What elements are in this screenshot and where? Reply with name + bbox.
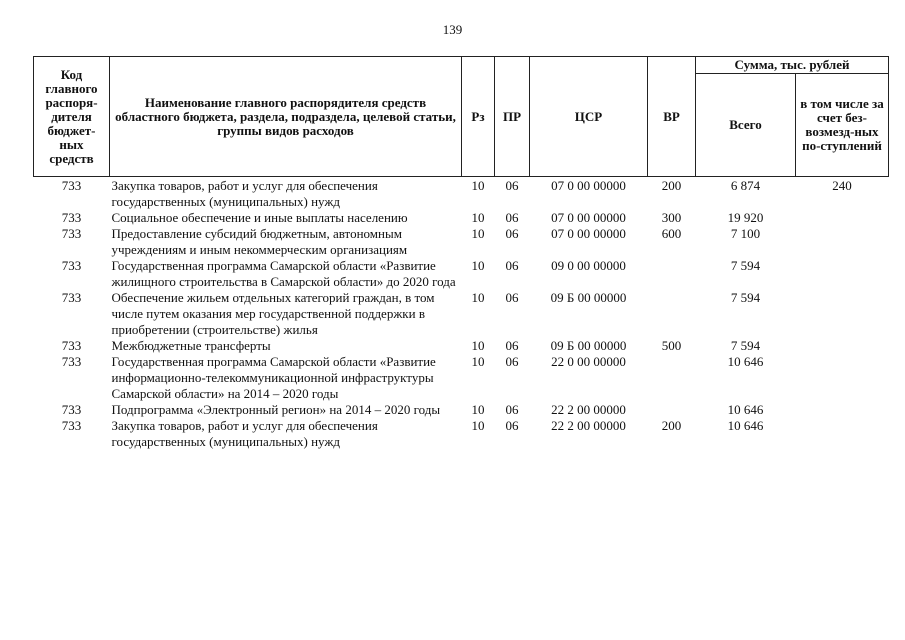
cell-free [796, 354, 889, 402]
cell-code: 733 [61, 258, 82, 273]
cell-name: Закупка товаров, работ и услуг для обеспечения государственных (муниципальных) нужд [111, 418, 378, 449]
table-header [34, 57, 889, 177]
cell-pr: 06 [505, 258, 519, 273]
cell-free [796, 258, 889, 290]
cell-vr: 200 [661, 418, 682, 433]
cell-vr [648, 290, 696, 338]
table-row [34, 226, 889, 258]
cell-csr: 07 0 00 00000 [551, 178, 626, 193]
cell-vr [648, 402, 696, 418]
cell-vr: 300 [661, 210, 682, 225]
cell-rz: 10 [471, 210, 485, 225]
header-total: Всего [696, 74, 796, 177]
cell-rz: 10 [471, 290, 485, 305]
cell-name: Предоставление субсидий бюджетным, автономным учреждениям и иным некоммерческим организациям [111, 226, 408, 257]
cell-free [796, 338, 889, 354]
header-csr: ЦСР [530, 57, 648, 177]
cell-pr: 06 [505, 290, 519, 305]
cell-free: 240 [832, 178, 852, 193]
cell-pr: 06 [505, 226, 519, 241]
cell-csr: 07 0 00 00000 [551, 210, 626, 225]
cell-name: Государственная программа Самарской области «Развитие жилищного строительства в Самарской области» до 2020 года [111, 258, 456, 289]
cell-vr [648, 354, 696, 402]
cell-name: Обеспечение жильем отдельных категорий граждан, в том числе путем оказания мер государственной поддержки в приобретении (строительстве) жилья [111, 290, 435, 337]
cell-csr: 22 2 00 00000 [551, 402, 626, 417]
cell-name: Межбюджетные трансферты [111, 338, 271, 353]
cell-total: 10 646 [727, 418, 764, 433]
cell-code: 733 [61, 338, 82, 353]
cell-code: 733 [61, 226, 82, 241]
cell-pr: 06 [505, 178, 519, 193]
table-row [34, 402, 889, 418]
cell-vr: 200 [661, 178, 682, 193]
cell-free [796, 226, 889, 258]
cell-code: 733 [61, 418, 82, 433]
cell-free [796, 210, 889, 226]
cell-total: 10 646 [727, 402, 764, 417]
cell-pr: 06 [505, 338, 519, 353]
cell-csr: 09 Б 00 00000 [550, 290, 627, 305]
cell-name: Подпрограмма «Электронный регион» на 2014 – 2020 годы [111, 402, 441, 417]
cell-total: 7 594 [730, 338, 761, 353]
cell-vr [648, 258, 696, 290]
cell-pr: 06 [505, 418, 519, 433]
cell-csr: 22 0 00 00000 [551, 354, 626, 369]
cell-rz: 10 [471, 226, 485, 241]
cell-total: 6 874 [730, 178, 761, 193]
table-row [34, 258, 889, 290]
table-row [34, 210, 889, 226]
table-body [34, 177, 889, 451]
cell-total: 10 646 [727, 354, 764, 369]
cell-name: Социальное обеспечение и иные выплаты населению [111, 210, 408, 225]
cell-free [796, 402, 889, 418]
cell-free [796, 290, 889, 338]
cell-code: 733 [61, 402, 82, 417]
cell-pr: 06 [505, 402, 519, 417]
header-sum: Сумма, тыс. рублей [696, 57, 889, 74]
cell-vr: 500 [661, 338, 682, 353]
cell-name: Закупка товаров, работ и услуг для обеспечения государственных (муниципальных) нужд [111, 178, 378, 209]
cell-code: 733 [61, 210, 82, 225]
table-row [34, 290, 889, 338]
cell-rz: 10 [471, 354, 485, 369]
cell-pr: 06 [505, 354, 519, 369]
page-number: 139 [442, 22, 463, 37]
budget-table [33, 56, 889, 450]
header-vr: ВР [648, 57, 696, 177]
cell-rz: 10 [471, 178, 485, 193]
cell-rz: 10 [471, 338, 485, 353]
cell-vr: 600 [661, 226, 682, 241]
cell-pr: 06 [505, 210, 519, 225]
cell-rz: 10 [471, 258, 485, 273]
table-row [34, 418, 889, 450]
cell-code: 733 [61, 354, 82, 369]
cell-code: 733 [61, 290, 82, 305]
header-free: в том числе за счет без-возмезд-ных по-ступлений [796, 74, 889, 177]
cell-total: 7 100 [730, 226, 761, 241]
header-pr: ПР [495, 57, 530, 177]
table-row [34, 338, 889, 354]
cell-free [796, 418, 889, 450]
cell-csr: 22 2 00 00000 [551, 418, 626, 433]
cell-csr: 09 0 00 00000 [551, 258, 626, 273]
cell-total: 19 920 [727, 210, 764, 225]
cell-csr: 09 Б 00 00000 [550, 338, 627, 353]
cell-csr: 07 0 00 00000 [551, 226, 626, 241]
table-row [34, 354, 889, 402]
cell-total: 7 594 [730, 290, 761, 305]
cell-name: Государственная программа Самарской области «Развитие информационно-телекоммуникационной инфраструктуры Самарской области» на 2014 – 2020 годы [111, 354, 436, 401]
header-rz: Рз [462, 57, 495, 177]
header-name: Наименование главного распорядителя средств областного бюджета, раздела, подраздела, целевой статьи, группы видов расходов [110, 57, 462, 177]
cell-rz: 10 [471, 402, 485, 417]
cell-code: 733 [61, 178, 82, 193]
header-code: Код главного распоря-дителя бюджет-ных средств [34, 57, 110, 177]
cell-total: 7 594 [730, 258, 761, 273]
cell-rz: 10 [471, 418, 485, 433]
table-row [34, 177, 889, 211]
